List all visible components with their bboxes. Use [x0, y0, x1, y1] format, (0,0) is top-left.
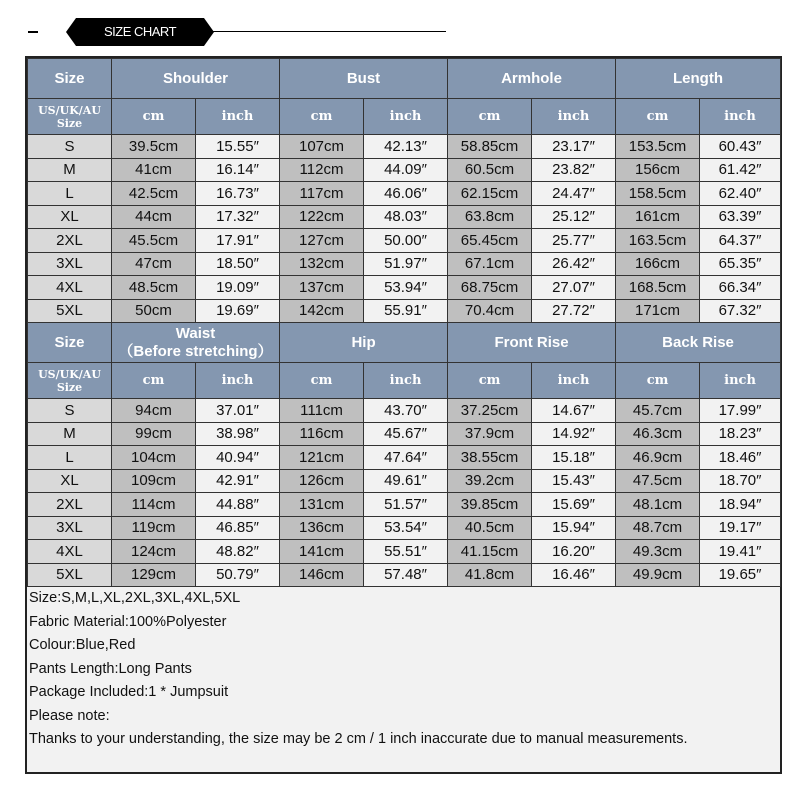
- cm-cell: 48.7cm: [616, 516, 700, 540]
- inch-cell: 46.85″: [196, 516, 280, 540]
- inch-cell: 16.14″: [196, 158, 280, 182]
- inch-cell: 51.97″: [364, 252, 448, 276]
- region-label: US/UK/AU: [38, 367, 101, 381]
- note-line: Size:S,M,L,XL,2XL,3XL,4XL,5XL: [29, 590, 241, 606]
- inch-cell: 24.47″: [532, 182, 616, 206]
- cm-cell: 48.1cm: [616, 493, 700, 517]
- back-rise-header: Back Rise: [616, 323, 781, 363]
- table-unit-header-row: [28, 99, 781, 135]
- cm-cell: 41.15cm: [448, 540, 532, 564]
- table-row: [28, 399, 781, 423]
- cm-cell: 68.75cm: [448, 276, 532, 300]
- cm-cell: 114cm: [112, 493, 196, 517]
- cm-cell: 46.9cm: [616, 446, 700, 470]
- inch-cell: 60.43″: [700, 135, 781, 159]
- cm-cell: 99cm: [112, 422, 196, 446]
- unit-inch-header: inch: [532, 363, 616, 399]
- size-table-lower-body: [28, 399, 781, 587]
- inch-cell: 53.94″: [364, 276, 448, 300]
- size-cell: L: [28, 446, 112, 470]
- inch-cell: 15.69″: [532, 493, 616, 517]
- unit-inch-header: inch: [196, 99, 280, 135]
- note-line: Fabric Material:100%Polyester: [29, 613, 227, 630]
- inch-cell: 14.67″: [532, 399, 616, 423]
- size-cell: 4XL: [28, 540, 112, 564]
- inch-cell: 37.01″: [196, 399, 280, 423]
- unit-cm-header: cm: [112, 363, 196, 399]
- inch-cell: 19.09″: [196, 276, 280, 300]
- inch-cell: 25.77″: [532, 229, 616, 253]
- size-column-header: Size: [28, 323, 112, 363]
- inch-cell: 23.17″: [532, 135, 616, 159]
- table-row: [28, 135, 781, 159]
- inch-cell: 27.07″: [532, 276, 616, 300]
- cm-cell: 112cm: [280, 158, 364, 182]
- table-row: [28, 540, 781, 564]
- inch-cell: 45.67″: [364, 422, 448, 446]
- cm-cell: 142cm: [280, 299, 364, 323]
- size-table-lower: [27, 322, 781, 587]
- inch-cell: 50.79″: [196, 563, 280, 587]
- cm-cell: 41cm: [112, 158, 196, 182]
- cm-cell: 47cm: [112, 252, 196, 276]
- product-notes: [27, 587, 780, 772]
- size-label: Size: [56, 380, 83, 394]
- inch-cell: 47.64″: [364, 446, 448, 470]
- cm-cell: 41.8cm: [448, 563, 532, 587]
- inch-cell: 16.73″: [196, 182, 280, 206]
- table-row: [28, 299, 781, 323]
- table-row: [28, 422, 781, 446]
- inch-cell: 23.82″: [532, 158, 616, 182]
- inch-cell: 42.91″: [196, 469, 280, 493]
- inch-cell: 42.13″: [364, 135, 448, 159]
- cm-cell: 122cm: [280, 205, 364, 229]
- inch-cell: 55.51″: [364, 540, 448, 564]
- cm-cell: 39.5cm: [112, 135, 196, 159]
- unit-inch-header: inch: [364, 363, 448, 399]
- inch-cell: 19.69″: [196, 299, 280, 323]
- unit-inch-header: inch: [364, 99, 448, 135]
- inch-cell: 57.48″: [364, 563, 448, 587]
- note-line: Package Included:1 * Jumpsuit: [29, 684, 229, 700]
- table-row: [28, 205, 781, 229]
- size-cell: 2XL: [28, 493, 112, 517]
- cm-cell: 111cm: [280, 399, 364, 423]
- unit-cm-header: cm: [616, 99, 700, 135]
- cm-cell: 126cm: [280, 469, 364, 493]
- table-row: [28, 469, 781, 493]
- size-table-upper-body: [28, 135, 781, 323]
- inch-cell: 66.34″: [700, 276, 781, 300]
- cm-cell: 44cm: [112, 205, 196, 229]
- region-size-label: [28, 363, 112, 399]
- title-tag-right-point: [204, 18, 214, 46]
- cm-cell: 141cm: [280, 540, 364, 564]
- size-cell: M: [28, 422, 112, 446]
- region-label: US/UK/AU: [38, 103, 101, 117]
- table-row: [28, 563, 781, 587]
- size-cell: 5XL: [28, 563, 112, 587]
- cm-cell: 50cm: [112, 299, 196, 323]
- cm-cell: 45.5cm: [112, 229, 196, 253]
- unit-cm-header: cm: [112, 99, 196, 135]
- cm-cell: 46.3cm: [616, 422, 700, 446]
- inch-cell: 53.54″: [364, 516, 448, 540]
- table-row: [28, 252, 781, 276]
- cm-cell: 49.3cm: [616, 540, 700, 564]
- inch-cell: 64.37″: [700, 229, 781, 253]
- cm-cell: 42.5cm: [112, 182, 196, 206]
- cm-cell: 132cm: [280, 252, 364, 276]
- cm-cell: 39.2cm: [448, 469, 532, 493]
- bust-header: Bust: [280, 59, 448, 99]
- inch-cell: 18.94″: [700, 493, 781, 517]
- cm-cell: 161cm: [616, 205, 700, 229]
- inch-cell: 55.91″: [364, 299, 448, 323]
- size-cell: 3XL: [28, 252, 112, 276]
- cm-cell: 62.15cm: [448, 182, 532, 206]
- cm-cell: 119cm: [112, 516, 196, 540]
- shoulder-header: Shoulder: [112, 59, 280, 99]
- cm-cell: 65.45cm: [448, 229, 532, 253]
- unit-inch-header: inch: [700, 99, 781, 135]
- table-group-header-row: [28, 323, 781, 363]
- cm-cell: 129cm: [112, 563, 196, 587]
- unit-cm-header: cm: [280, 99, 364, 135]
- cm-cell: 45.7cm: [616, 399, 700, 423]
- title-rule: [200, 31, 446, 32]
- unit-inch-header: inch: [700, 363, 781, 399]
- inch-cell: 40.94″: [196, 446, 280, 470]
- title-tag-left-point: [66, 18, 76, 46]
- cm-cell: 117cm: [280, 182, 364, 206]
- inch-cell: 65.35″: [700, 252, 781, 276]
- unit-cm-header: cm: [448, 99, 532, 135]
- cm-cell: 60.5cm: [448, 158, 532, 182]
- inch-cell: 50.00″: [364, 229, 448, 253]
- hip-header: Hip: [280, 323, 448, 363]
- table-row: [28, 493, 781, 517]
- inch-cell: 67.32″: [700, 299, 781, 323]
- cm-cell: 166cm: [616, 252, 700, 276]
- inch-cell: 15.43″: [532, 469, 616, 493]
- cm-cell: 58.85cm: [448, 135, 532, 159]
- size-chart-title: SIZE CHART: [76, 18, 204, 46]
- armhole-header: Armhole: [448, 59, 616, 99]
- inch-cell: 25.12″: [532, 205, 616, 229]
- front-rise-header: Front Rise: [448, 323, 616, 363]
- cm-cell: 124cm: [112, 540, 196, 564]
- inch-cell: 16.46″: [532, 563, 616, 587]
- inch-cell: 27.72″: [532, 299, 616, 323]
- inch-cell: 44.09″: [364, 158, 448, 182]
- size-cell: 2XL: [28, 229, 112, 253]
- unit-cm-header: cm: [280, 363, 364, 399]
- cm-cell: 47.5cm: [616, 469, 700, 493]
- inch-cell: 61.42″: [700, 158, 781, 182]
- size-cell: M: [28, 158, 112, 182]
- size-cell: 5XL: [28, 299, 112, 323]
- unit-cm-header: cm: [448, 363, 532, 399]
- inch-cell: 19.17″: [700, 516, 781, 540]
- inch-cell: 18.50″: [196, 252, 280, 276]
- note-line: Thanks to your understanding, the size may be 2 cm / 1 inch inaccurate due to manual measurements.: [29, 731, 688, 747]
- cm-cell: 153.5cm: [616, 135, 700, 159]
- note-line: Pants Length:Long Pants: [29, 660, 192, 677]
- cm-cell: 39.85cm: [448, 493, 532, 517]
- inch-cell: 48.82″: [196, 540, 280, 564]
- cm-cell: 37.25cm: [448, 399, 532, 423]
- size-table-upper: [27, 58, 781, 323]
- inch-cell: 49.61″: [364, 469, 448, 493]
- inch-cell: 15.94″: [532, 516, 616, 540]
- inch-cell: 46.06″: [364, 182, 448, 206]
- table-row: [28, 229, 781, 253]
- cm-cell: 48.5cm: [112, 276, 196, 300]
- inch-cell: 19.65″: [700, 563, 781, 587]
- size-cell: S: [28, 135, 112, 159]
- inch-cell: 43.70″: [364, 399, 448, 423]
- table-row: [28, 276, 781, 300]
- inch-cell: 48.03″: [364, 205, 448, 229]
- cm-cell: 121cm: [280, 446, 364, 470]
- note-line: Colour:Blue,Red: [29, 637, 136, 653]
- unit-inch-header: inch: [196, 363, 280, 399]
- table-unit-header-row: [28, 363, 781, 399]
- table-row: [28, 182, 781, 206]
- inch-cell: 18.46″: [700, 446, 781, 470]
- inch-cell: 18.23″: [700, 422, 781, 446]
- inch-cell: 63.39″: [700, 205, 781, 229]
- inch-cell: 51.57″: [364, 493, 448, 517]
- table-group-header-row: [28, 59, 781, 99]
- cm-cell: 168.5cm: [616, 276, 700, 300]
- inch-cell: 14.92″: [532, 422, 616, 446]
- unit-inch-header: inch: [532, 99, 616, 135]
- cm-cell: 70.4cm: [448, 299, 532, 323]
- cm-cell: 171cm: [616, 299, 700, 323]
- inch-cell: 17.99″: [700, 399, 781, 423]
- inch-cell: 15.18″: [532, 446, 616, 470]
- size-cell: 3XL: [28, 516, 112, 540]
- cm-cell: 37.9cm: [448, 422, 532, 446]
- cm-cell: 116cm: [280, 422, 364, 446]
- size-cell: XL: [28, 469, 112, 493]
- inch-cell: 16.20″: [532, 540, 616, 564]
- size-cell: 4XL: [28, 276, 112, 300]
- note-line: Please note:: [29, 707, 110, 724]
- unit-cm-header: cm: [616, 363, 700, 399]
- cm-cell: 67.1cm: [448, 252, 532, 276]
- title-dash: [28, 31, 38, 33]
- cm-cell: 137cm: [280, 276, 364, 300]
- inch-cell: 18.70″: [700, 469, 781, 493]
- size-chart-title-bar: [28, 14, 448, 50]
- cm-cell: 38.55cm: [448, 446, 532, 470]
- size-label: Size: [56, 116, 83, 130]
- cm-cell: 40.5cm: [448, 516, 532, 540]
- inch-cell: 15.55″: [196, 135, 280, 159]
- cm-cell: 156cm: [616, 158, 700, 182]
- length-header: Length: [616, 59, 781, 99]
- cm-cell: 127cm: [280, 229, 364, 253]
- table-row: [28, 158, 781, 182]
- size-column-header: Size: [28, 59, 112, 99]
- inch-cell: 44.88″: [196, 493, 280, 517]
- waist-title: Waist: [175, 324, 216, 342]
- cm-cell: 104cm: [112, 446, 196, 470]
- cm-cell: 131cm: [280, 493, 364, 517]
- size-cell: L: [28, 182, 112, 206]
- size-cell: XL: [28, 205, 112, 229]
- inch-cell: 19.41″: [700, 540, 781, 564]
- cm-cell: 109cm: [112, 469, 196, 493]
- cm-cell: 158.5cm: [616, 182, 700, 206]
- inch-cell: 17.91″: [196, 229, 280, 253]
- table-row: [28, 516, 781, 540]
- table-row: [28, 446, 781, 470]
- size-cell: S: [28, 399, 112, 423]
- waist-note: （Before stretching）: [118, 342, 273, 360]
- inch-cell: 17.32″: [196, 205, 280, 229]
- inch-cell: 38.98″: [196, 422, 280, 446]
- cm-cell: 163.5cm: [616, 229, 700, 253]
- inch-cell: 62.40″: [700, 182, 781, 206]
- cm-cell: 146cm: [280, 563, 364, 587]
- cm-cell: 136cm: [280, 516, 364, 540]
- cm-cell: 94cm: [112, 399, 196, 423]
- region-size-label: [28, 99, 112, 135]
- waist-header: [112, 323, 280, 363]
- inch-cell: 26.42″: [532, 252, 616, 276]
- cm-cell: 49.9cm: [616, 563, 700, 587]
- cm-cell: 107cm: [280, 135, 364, 159]
- cm-cell: 63.8cm: [448, 205, 532, 229]
